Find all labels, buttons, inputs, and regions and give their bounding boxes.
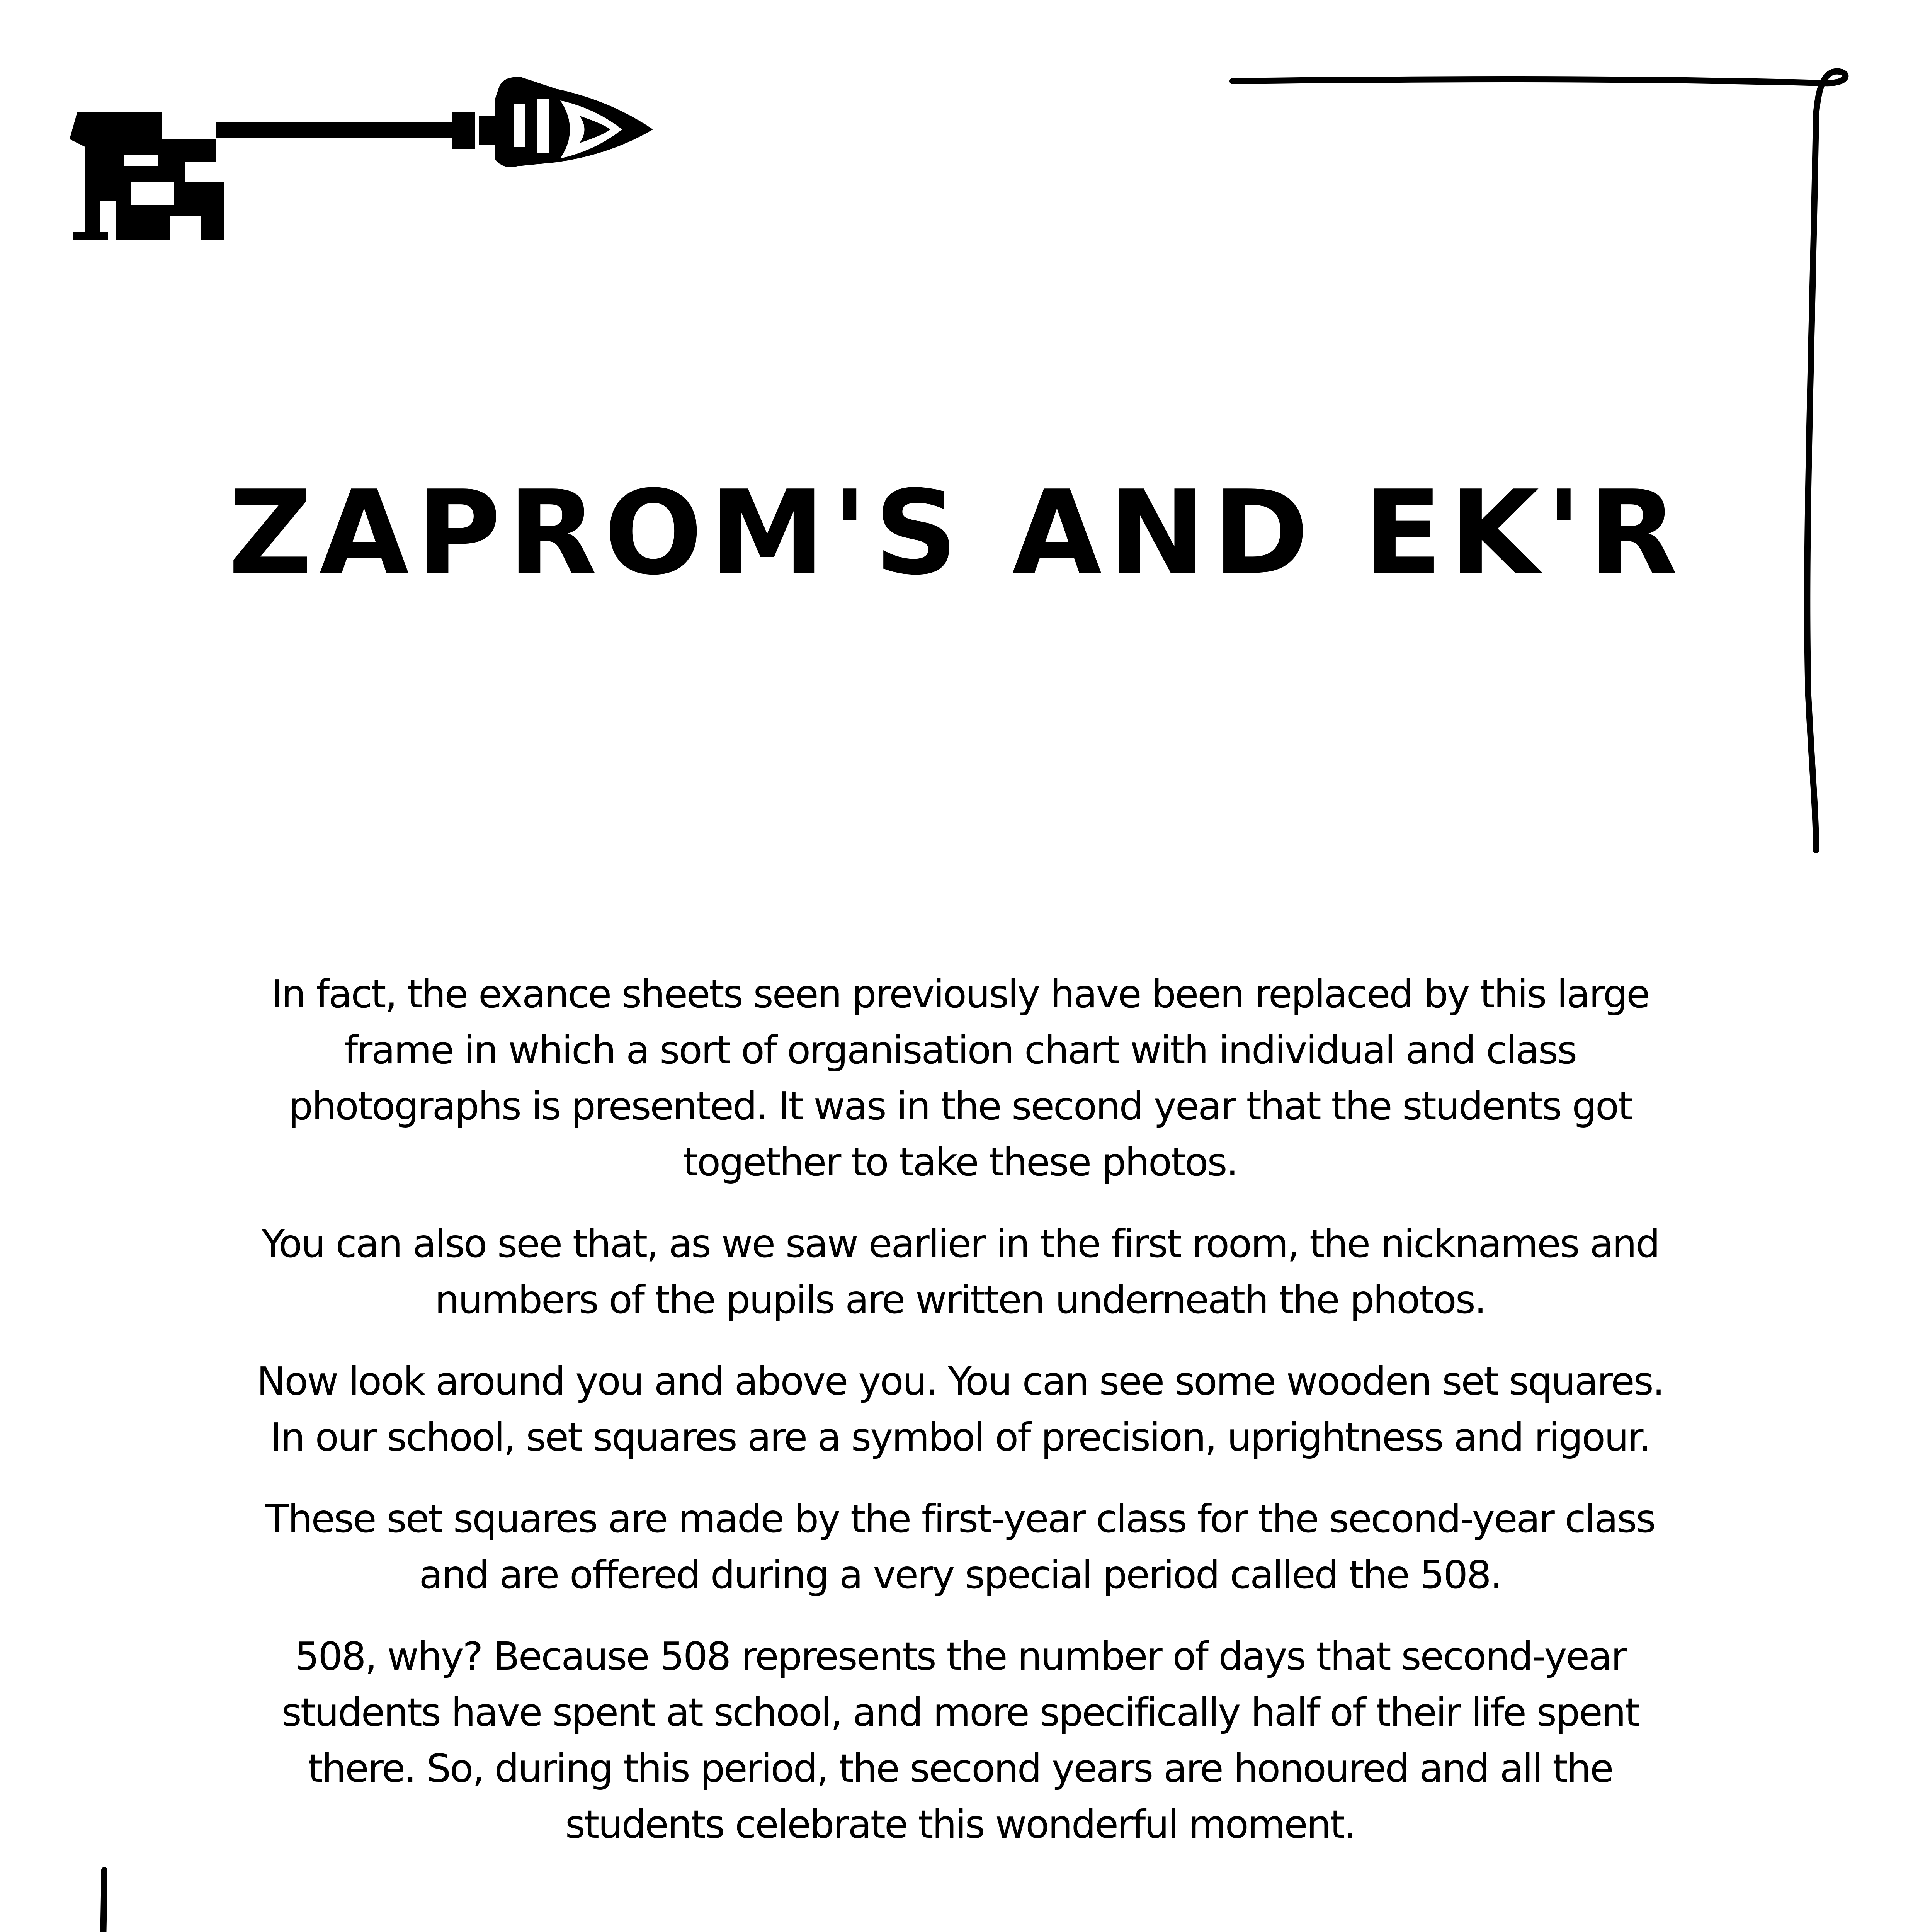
paragraph: You can also see that, as we saw earlier in the first room, the nicknames and numbers of the pupils are written underneath the photos.	[261, 1221, 1659, 1322]
key-icon	[70, 77, 653, 240]
frame-line-bottom-left	[80, 1870, 684, 1932]
paragraph: These set squares are made by the first-year class for the second-year class and are offered during a very special period called the 508.	[265, 1496, 1655, 1597]
paragraph: In fact, the exance sheets seen previously have been replaced by this large frame in which a sort of organisation chart with individual and class photographs is presented. It was in the second year that the students got together to take these photos.	[271, 971, 1649, 1185]
frame-line-top-right	[1233, 71, 1845, 850]
page-title: ZAPROM'S AND EK'R	[228, 466, 1685, 600]
body-text	[255, 966, 1665, 1878]
paragraph: 508, why? Because 508 represents the number of days that second-year students have spent at school, and more specifically half of their life spent there. So, during this period, the second years are honoured and all the students celebrate this wonderful moment.	[281, 1634, 1639, 1847]
paragraph: Now look around you and above you. You can see some wooden set squares. In our school, set squares are a symbol of precision, uprightness and rigour.	[257, 1359, 1664, 1460]
